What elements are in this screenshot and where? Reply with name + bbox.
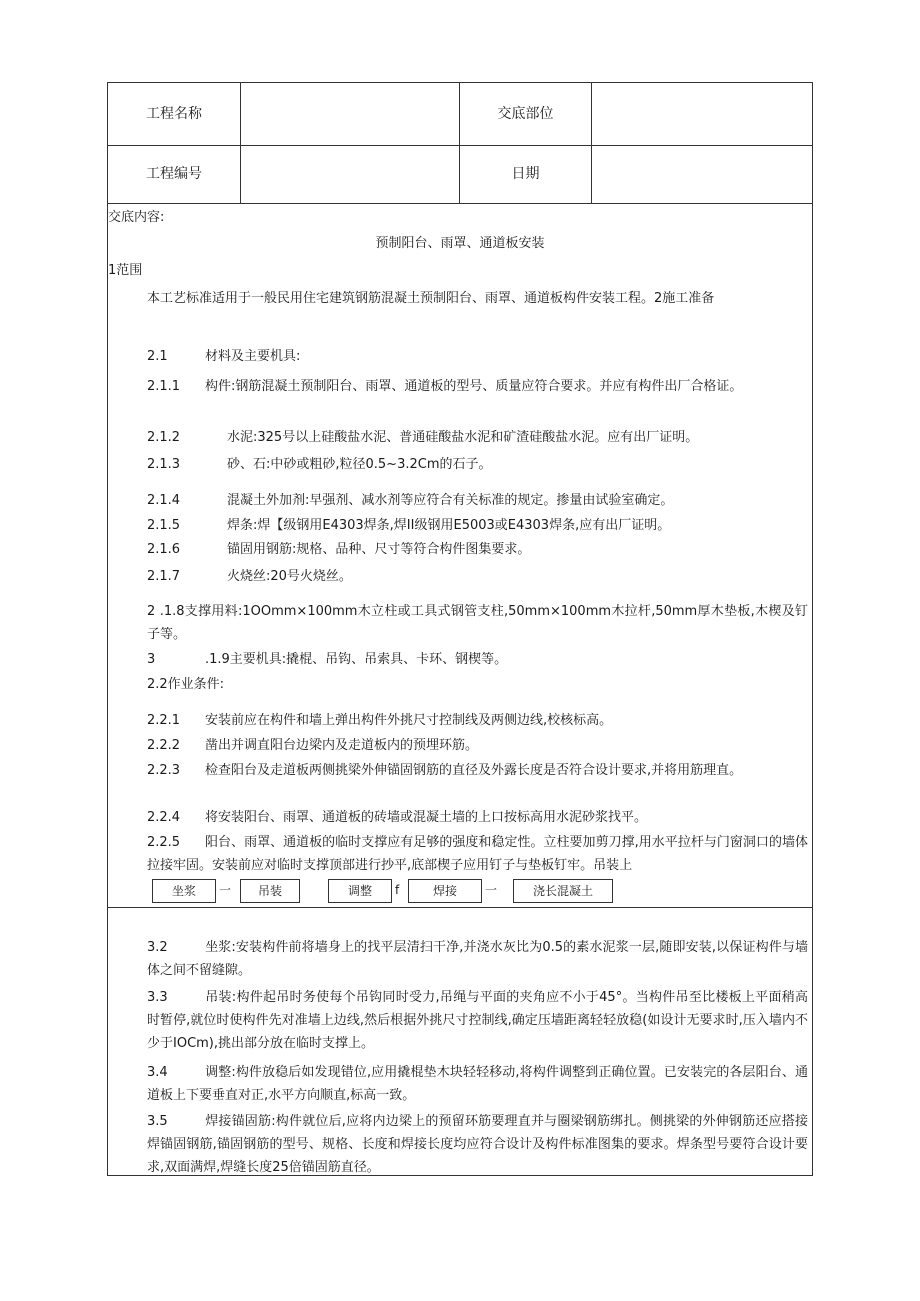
scope-paragraph: 本工艺标准适用于一般民用住宅建筑钢筋混凝土预制阳台、雨罩、通道板构件安装工程。2施工准备 xyxy=(147,291,715,306)
item-number: 2.1.2 xyxy=(147,430,181,445)
item-2-2-3 xyxy=(108,759,812,782)
item-2-1-4 xyxy=(108,489,812,512)
item-3-3 xyxy=(108,986,812,1055)
item-number: 2.1.3 xyxy=(147,457,181,472)
grid-line xyxy=(591,83,592,203)
item-2-2-4 xyxy=(108,806,812,829)
date-label: 日期 xyxy=(511,166,540,182)
item-2-1-2 xyxy=(108,426,812,449)
item-2-1 xyxy=(108,345,812,368)
item-text: 砂、石:中砂或粗砂,粒径0.5~3.2Cm的石子。 xyxy=(227,457,492,472)
item-2-1-6 xyxy=(108,538,812,561)
grid-line xyxy=(240,83,241,203)
item-number: 2.2.3 xyxy=(147,763,181,778)
handover-part-label: 交底部位 xyxy=(497,106,554,122)
item-text: 调整:构件放稳后如发现错位,应用撬棍垫木块轻轻移动,将构件调整到正确位置。已安装完的各层阳台、通道板上下要垂直对正,水平方向顺直,标高一致。 xyxy=(147,1065,808,1103)
grid-line xyxy=(459,83,460,203)
item-number: 2.2.4 xyxy=(147,810,181,825)
item-text: 焊条:焊【级钢用E4303焊条,焊II级钢用E5003或E4303焊条,应有出厂证明。 xyxy=(227,518,671,533)
process-flow xyxy=(108,879,812,905)
item-2-1-5 xyxy=(108,514,812,537)
grid-line xyxy=(108,145,812,146)
item-number: 3 xyxy=(147,652,156,667)
item-2-1-8: 2 .1.8支撑用料:1OOmm×100mm木立柱或工具式钢管支柱,50mm×100mm木拉杆,50mm厚木垫板,木楔及钉子等。 xyxy=(147,604,808,642)
flow-arrow: 一 xyxy=(219,883,232,897)
project-name-label: 工程名称 xyxy=(146,106,202,122)
item-number: 2.1.7 xyxy=(147,569,181,584)
flow-step-adjusting: 调整 xyxy=(328,879,392,903)
item-2-2-5 xyxy=(108,831,812,877)
flow-step-welding: 焊接 xyxy=(408,879,482,903)
handover-sheet xyxy=(107,82,813,1176)
item-text: 火烧丝:20号火烧丝。 xyxy=(227,569,352,584)
item-text: 构件:钢筋混凝土预制阳台、雨罩、通道板的型号、质量应符合要求。并应有构件出厂合格证。 xyxy=(205,379,743,394)
item-number: 3.3 xyxy=(147,990,168,1005)
item-text: 材料及主要机具: xyxy=(205,349,301,364)
item-number: 3.5 xyxy=(147,1114,168,1129)
item-text: 检查阳台及走道板两侧挑梁外伸锚固钢筋的直径及外露长度是否符合设计要求,并将用筋理直。 xyxy=(205,763,743,778)
document-title: 预制阳台、雨罩、通道板安装 xyxy=(375,236,545,251)
item-text: .1.9主要机具:撬棍、吊钩、吊索具、卡环、钢楔等。 xyxy=(205,652,508,667)
item-text: 坐浆:安装构件前将墙身上的找平层清扫干净,并浇水灰比为0.5的素水泥浆一层,随即安装,以保证构件与墙体之间不留缝隙。 xyxy=(147,940,808,978)
item-2-2: 2.2作业条件: xyxy=(147,677,225,692)
item-3-4 xyxy=(108,1061,812,1107)
item-text: 吊装:构件起吊时务使每个吊钩同时受力,吊绳与平面的夹角应不小于45°。当构件吊至比楼板上平面稍高时暂停,就位时使构件先对准墙上边线,然后根据外挑尺寸控制线,确定压墙距离轻轻放稳(如设计无要求时,压入墙内不少于IOCm),挑出部分放在临时支撑上。 xyxy=(147,990,808,1051)
item-number: 3.4 xyxy=(147,1065,168,1080)
item-text: 水泥:325号以上硅酸盐水泥、普通硅酸盐水泥和矿渣硅酸盐水泥。应有出厂证明。 xyxy=(227,430,699,445)
item-number: 2.2.5 xyxy=(147,835,181,850)
item-number: 2.1.6 xyxy=(147,542,181,557)
item-text: 凿出并调直阳台边梁内及走道板内的预埋环筋。 xyxy=(205,738,479,753)
flow-arrow: 一 xyxy=(485,883,498,897)
item-2-1-3 xyxy=(108,453,812,476)
flow-step-grouting: 坐浆 xyxy=(152,879,216,903)
item-text: 将安装阳台、雨罩、通道板的砖墙或混凝土墙的上口按标高用水泥砂浆找平。 xyxy=(205,810,648,825)
item-2-1-1 xyxy=(108,375,812,398)
item-number: 2.1.5 xyxy=(147,518,181,533)
section-1-heading: 1范围 xyxy=(108,263,143,278)
content-intro-label: 交底内容: xyxy=(108,210,165,225)
item-number: 2.1 xyxy=(147,349,168,364)
item-3-2 xyxy=(108,936,812,982)
item-3-5 xyxy=(108,1110,812,1179)
item-number: 2.2.1 xyxy=(147,713,181,728)
project-no-label: 工程编号 xyxy=(146,166,202,182)
item-2-2-2 xyxy=(108,734,812,757)
item-text: 阳台、雨罩、通道板的临时支撑应有足够的强度和稳定性。立柱要加剪刀撑,用水平拉杆与门窗洞口的墙体拉接牢固。安装前应对临时支撑顶部进行抄平,底部楔子应用钉子与垫板钉牢。吊装上 xyxy=(147,835,808,873)
item-number: 2.1.1 xyxy=(147,379,181,394)
item-2-1-9 xyxy=(108,648,812,671)
item-text: 混凝土外加剂:早强剂、减水剂等应符合有关标准的规定。掺量由试验室确定。 xyxy=(227,493,674,508)
item-text: 锚固用钢筋:规格、品种、尺寸等符合构件图集要求。 xyxy=(227,542,531,557)
item-text: 安装前应在构件和墙上弹出构件外挑尺寸控制线及两侧边线,校核标高。 xyxy=(205,713,613,728)
item-2-1-7 xyxy=(108,565,812,588)
item-number: 3.2 xyxy=(147,940,168,955)
flow-arrow: f xyxy=(395,883,400,897)
item-number: 2.2.2 xyxy=(147,738,181,753)
flow-step-hoisting: 吊装 xyxy=(240,879,300,903)
item-2-2-1 xyxy=(108,709,812,732)
divider-line xyxy=(108,907,812,908)
flow-step-concrete: 浇长混凝土 xyxy=(513,879,613,903)
item-number: 2.1.4 xyxy=(147,493,181,508)
grid-line xyxy=(108,203,812,204)
item-text: 焊接锚固筋:构件就位后,应将内边梁上的预留环筋要理直并与圈梁钢筋绑扎。侧挑梁的外伸钢筋还应搭接焊锚固钢筋,锚固钢筋的型号、规格、长度和焊接长度均应符合设计及构件标准图集的要求。焊条型号要符合设计要求,双面满焊,焊缝长度25倍锚固筋直径。 xyxy=(147,1114,808,1175)
